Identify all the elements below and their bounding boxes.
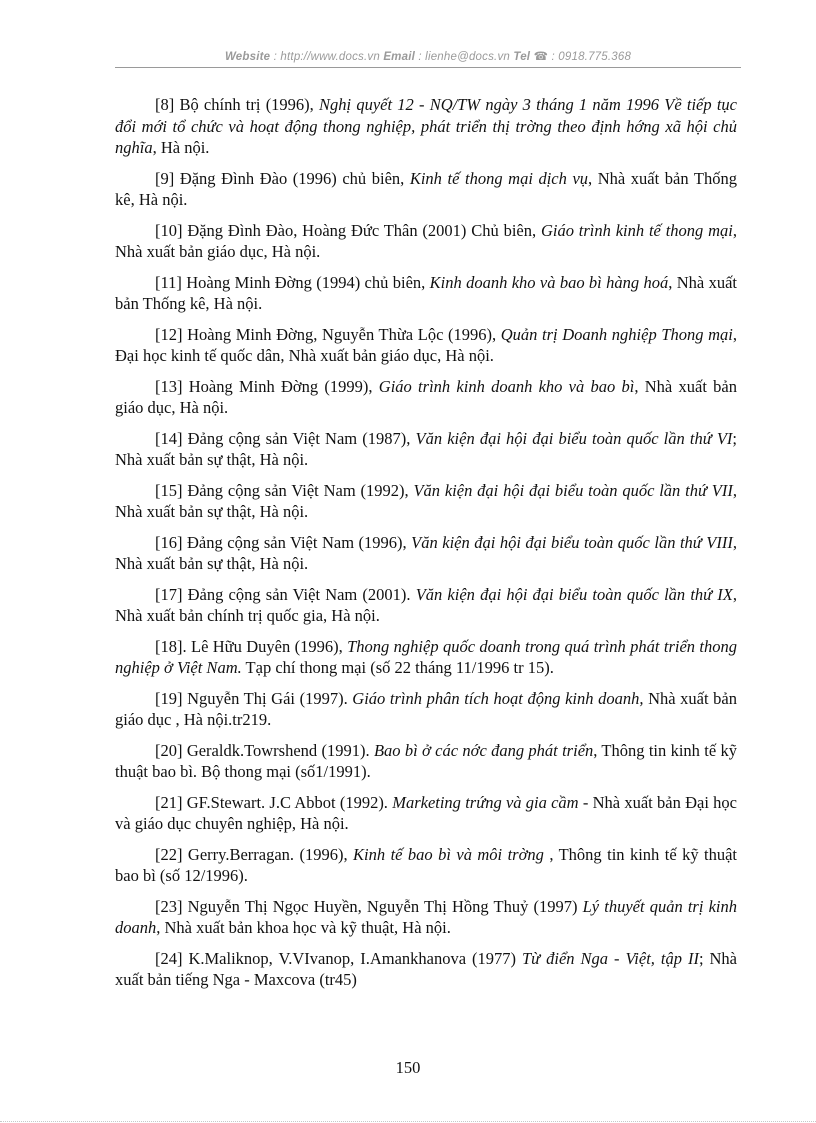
reference-item: [24] K.Maliknop, V.VIvanop, I.Amankhanova (1977) Từ điển Nga - Việt, tập II; Nhà xuất bản tiếng Nga - Maxcova (tr45) xyxy=(115,948,737,989)
reference-title: Quản trị Doanh nghiệp Thong mại xyxy=(500,324,733,344)
page-number: 150 xyxy=(395,1058,421,1077)
reference-item: [15] Đảng cộng sản Việt Nam (1992), Văn kiện đại hội đại biểu toàn quốc lần thứ VII, Nhà xuất bản sự thật, Hà nội. xyxy=(115,480,737,521)
reference-item: [10] Đặng Đình Đào, Hoàng Đức Thân (2001) Chủ biên, Giáo trình kinh tế thong mại, Nhà xuất bản giáo dục, Hà nội. xyxy=(115,220,737,261)
reference-item: [18]. Lê Hữu Duyên (1996), Thong nghiệp quốc doanh trong quá trình phát triển thong nghiệp ở Việt Nam. Tạp chí thong mại (số 22 tháng 11/1996 tr 15). xyxy=(115,636,737,677)
reference-item: [8] Bộ chính trị (1996), Nghị quyết 12 - NQ/TW ngày 3 tháng 1 năm 1996 Về tiếp tục đổi mới tổ chức và hoạt động thong nghiệp, phát triển thị trờng theo định hớng xã hội chủ nghĩa, Hà nội. xyxy=(115,95,737,157)
page-header xyxy=(115,49,741,63)
website-label: Website xyxy=(224,51,271,63)
reference-title: Bao bì ở các nớc đang phát triển xyxy=(373,740,594,760)
email-label: Email xyxy=(383,51,415,63)
reference-title: Giáo trình kinh tế thong mại xyxy=(540,220,733,240)
reference-title: Thong nghiệp quốc doanh trong quá trình phát triển thong nghiệp ở Việt Nam. xyxy=(115,636,737,677)
reference-item: [11] Hoàng Minh Đờng (1994) chủ biên, Kinh doanh kho và bao bì hàng hoá, Nhà xuất bản Thống kê, Hà nội. xyxy=(115,272,737,313)
reference-title: Từ điển Nga - Việt, tập II xyxy=(521,948,699,968)
footer-divider xyxy=(0,1121,816,1122)
reference-item: [21] GF.Stewart. J.C Abbot (1992). Marketing trứng và gia cầm - Nhà xuất bản Đại học và giáo dục chuyên nghiệp, Hà nội. xyxy=(115,792,737,833)
reference-item: [22] Gerry.Berragan. (1996), Kinh tế bao bì và môi trờng , Thông tin kinh tế kỹ thuật bao bì (số 12/1996). xyxy=(115,844,738,885)
website-value: : http://www.docs.vn xyxy=(270,51,384,63)
reference-title: Giáo trình phân tích hoạt động kinh doanh, xyxy=(352,688,644,708)
reference-item: [12] Hoàng Minh Đờng, Nguyễn Thừa Lộc (1996), Quản trị Doanh nghiệp Thong mại, Đại học kinh tế quốc dân, Nhà xuất bản giáo dục, Hà nội. xyxy=(115,324,737,365)
reference-title: Văn kiện đại hội đại biểu toàn quốc lần thứ VIII xyxy=(411,532,733,552)
reference-title: Văn kiện đại hội đại biểu toàn quốc lần thứ VI xyxy=(415,428,733,448)
reference-title: Giáo trình kinh doanh kho và bao bì xyxy=(378,376,635,396)
reference-item: [19] Nguyễn Thị Gái (1997). Giáo trình phân tích hoạt động kinh doanh, Nhà xuất bản giáo dục , Hà nội.tr219. xyxy=(115,688,737,729)
header-divider xyxy=(115,67,741,68)
reference-item: [23] Nguyễn Thị Ngọc Huyền, Nguyễn Thị Hồng Thuỷ (1997) Lý thuyết quản trị kinh doanh, Nhà xuất bản khoa học và kỹ thuật, Hà nội. xyxy=(115,896,737,937)
reference-item: [17] Đảng cộng sản Việt Nam (2001). Văn kiện đại hội đại biểu toàn quốc lần thứ IX, Nhà xuất bản chính trị quốc gia, Hà nội. xyxy=(115,584,738,625)
reference-title: Nghị quyết 12 - NQ/TW ngày 3 tháng 1 năm 1996 Về tiếp tục đổi mới tổ chức và hoạt động thong nghiệp, phát triển thị trờng theo định hớng xã hội chủ nghĩa xyxy=(115,95,737,157)
email-value: : lienhe@docs.vn xyxy=(415,51,514,63)
reference-item: [9] Đặng Đình Đào (1996) chủ biên, Kinh tế thong mại dịch vụ, Nhà xuất bản Thống kê, Hà nội. xyxy=(115,168,737,209)
tel-value: ☎ : 0918.775.368 xyxy=(530,51,632,63)
reference-list xyxy=(115,94,737,1000)
reference-item: [13] Hoàng Minh Đờng (1999), Giáo trình kinh doanh kho và bao bì, Nhà xuất bản giáo dục, Hà nội. xyxy=(115,376,737,417)
reference-title: Kinh doanh kho và bao bì hàng hoá xyxy=(429,272,669,292)
reference-item: [20] Geraldk.Towrshend (1991). Bao bì ở các nớc đang phát triển, Thông tin kinh tế kỹ thuật bao bì. Bộ thong mại (số1/1991). xyxy=(115,740,737,781)
tel-label: Tel xyxy=(513,51,531,63)
reference-title: Marketing trứng và gia cầm xyxy=(392,792,579,812)
reference-title: Kinh tế thong mại dịch vụ xyxy=(409,168,589,188)
reference-title: Văn kiện đại hội đại biểu toàn quốc lần thứ VII xyxy=(413,480,733,500)
reference-item: [16] Đảng cộng sản Việt Nam (1996), Văn kiện đại hội đại biểu toàn quốc lần thứ VIII, Nhà xuất bản sự thật, Hà nội. xyxy=(115,532,737,573)
reference-title: Lý thuyết quản trị kinh doanh xyxy=(115,896,737,937)
reference-title: Văn kiện đại hội đại biểu toàn quốc lần thứ IX xyxy=(415,584,733,604)
reference-title: Kinh tế bao bì và môi trờng xyxy=(353,844,544,864)
reference-item: [14] Đảng cộng sản Việt Nam (1987), Văn kiện đại hội đại biểu toàn quốc lần thứ VI; Nhà xuất bản sự thật, Hà nội. xyxy=(115,428,737,469)
